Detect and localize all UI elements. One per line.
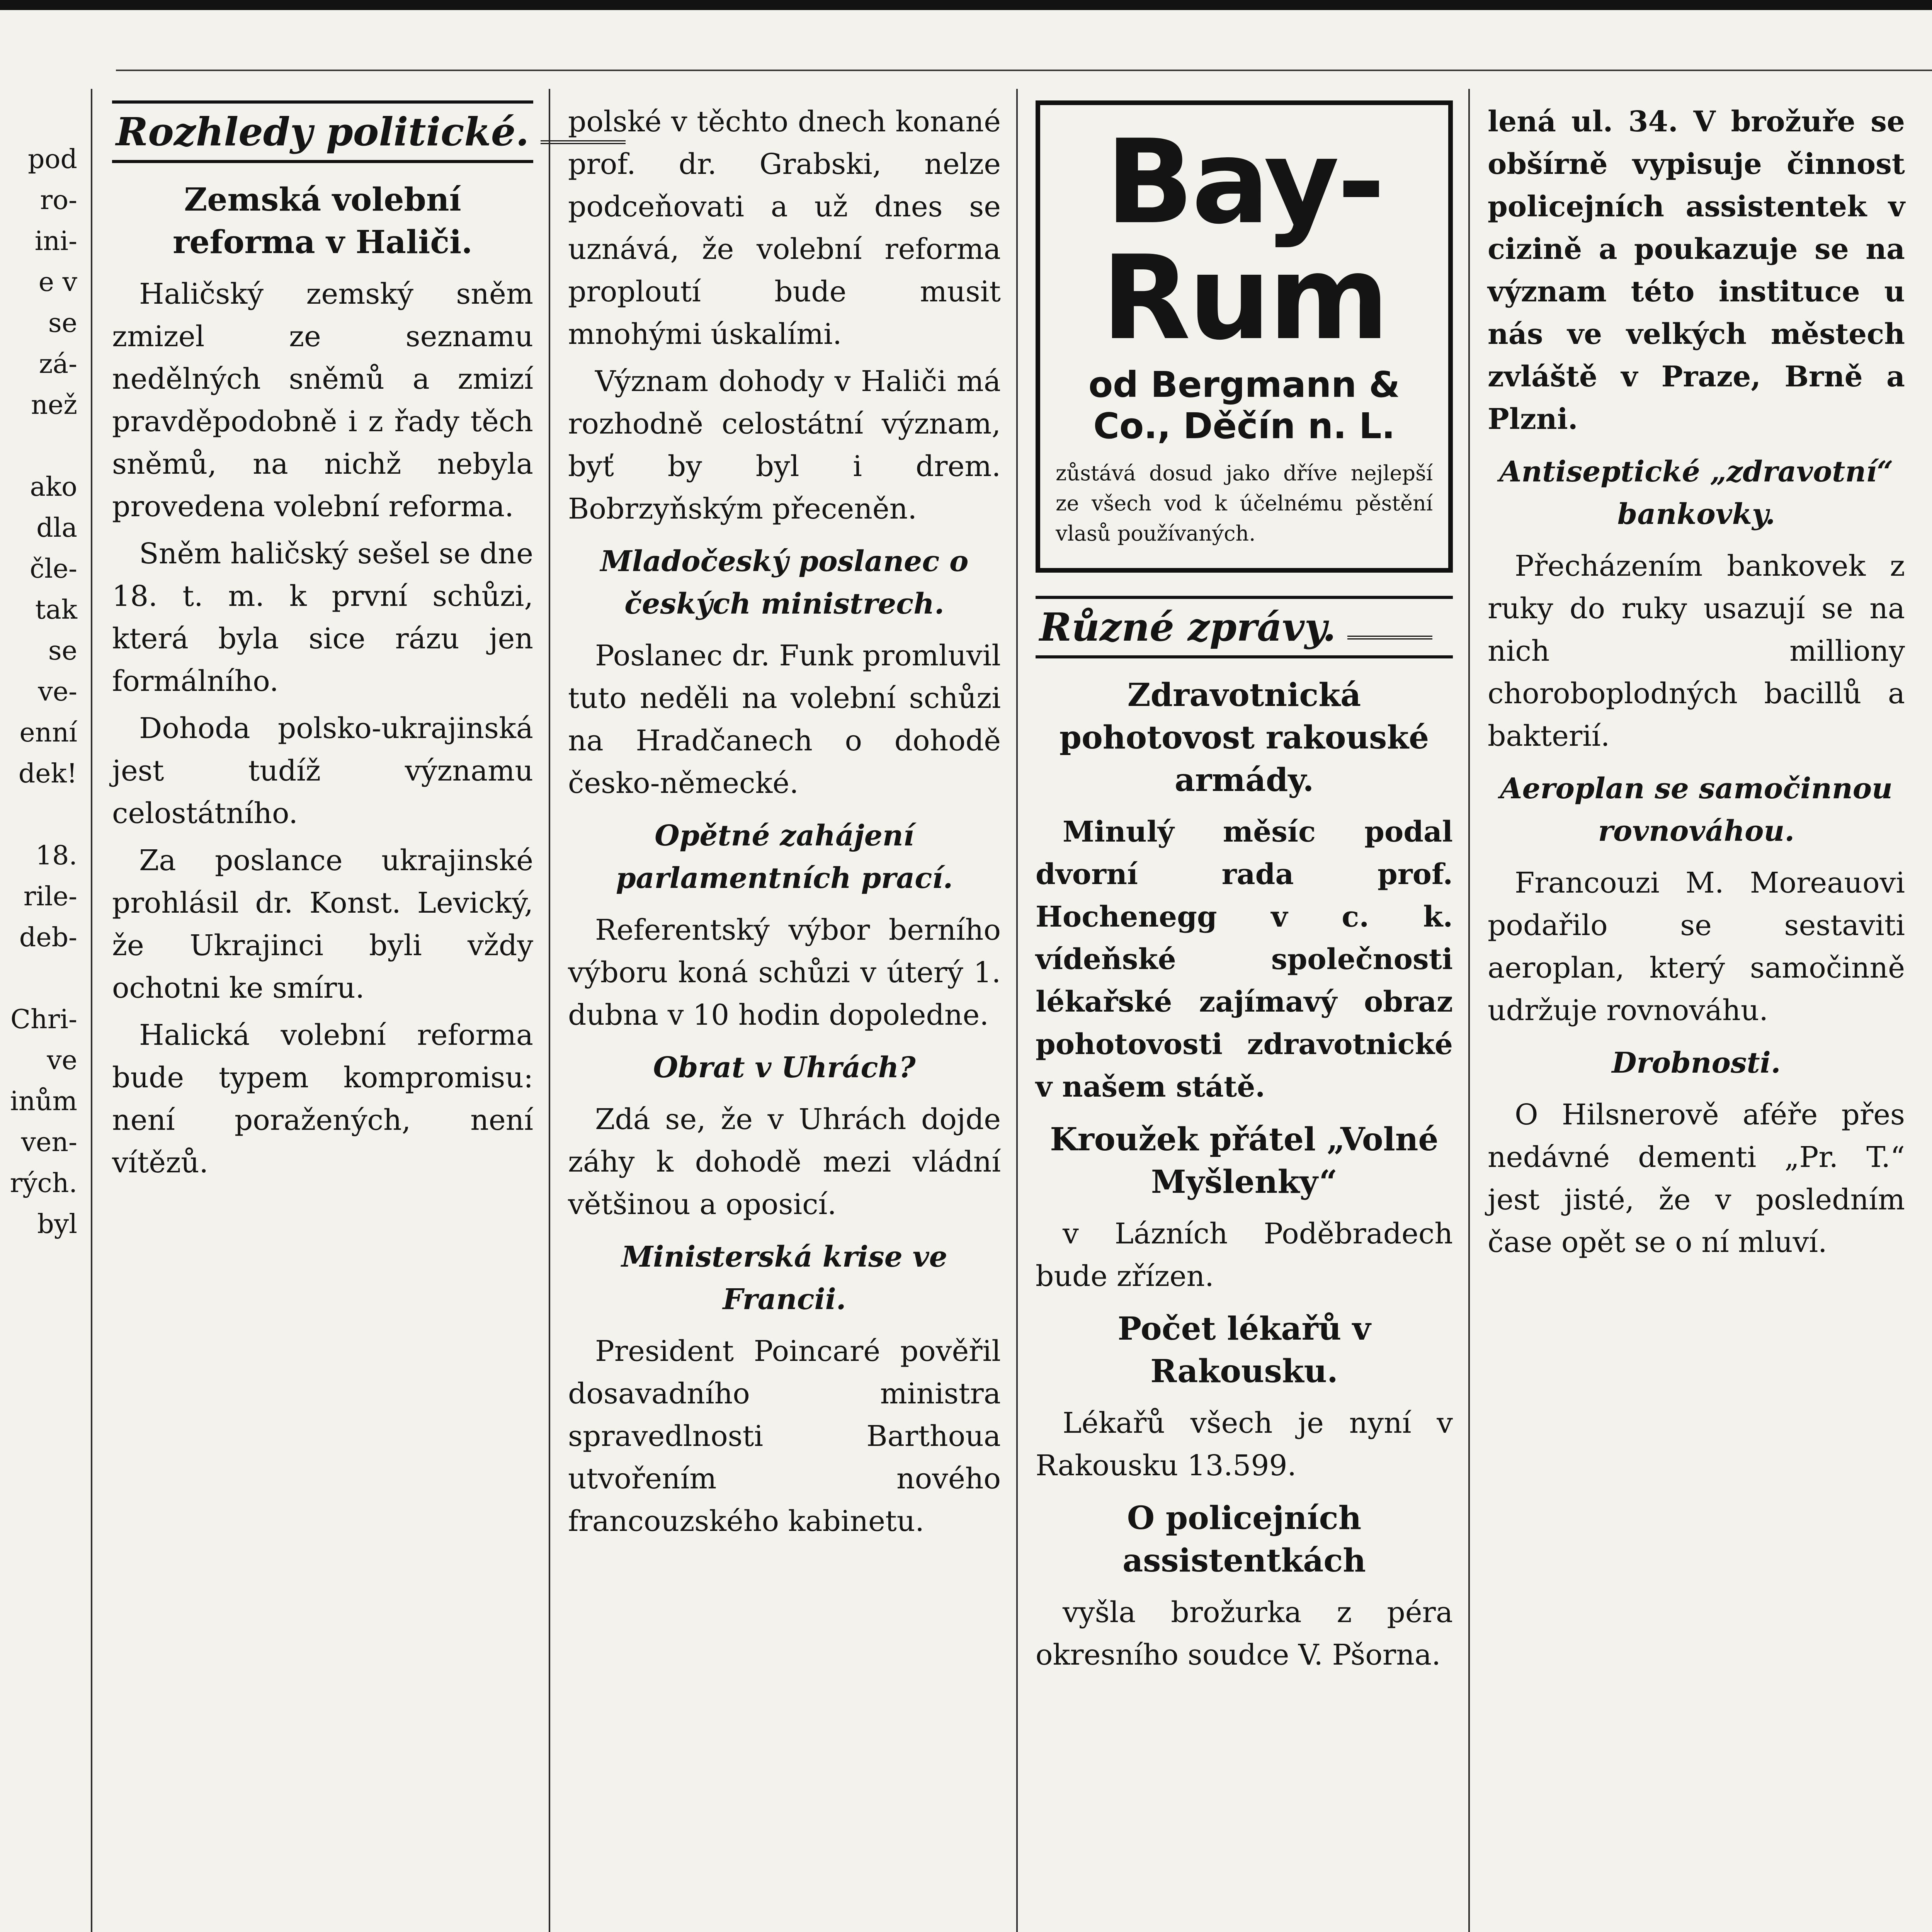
strip-line: dek!	[18, 759, 77, 789]
column-politics-continued	[568, 100, 1001, 1932]
news-item-text: Minulý měsíc podal dvorní rada prof. Hochenegg v c. k. vídeňské společnosti lékařské zajímavý obraz pohotovosti zdravotnické v našem státě.	[1036, 815, 1453, 1104]
article-paragraph: polské v těchto dnech konané prof. dr. Grabski, nelze podceňovati a už dnes se uznává, že volební reforma proploutí bude musit mnohými úskalími.	[568, 105, 1001, 351]
section-title-politics	[112, 100, 533, 163]
column-rule-2	[1016, 89, 1018, 1932]
strip-line: zá-	[39, 349, 77, 379]
news-item-title: O policejních assistentkách	[1122, 1500, 1366, 1579]
strip-line	[4, 794, 77, 835]
strip-line: ini-	[34, 226, 77, 257]
ad-maker: od Bergmann & Co., Děčín n. L.	[1088, 364, 1400, 447]
article-title: Zemská volební reforma v Haliči.	[173, 181, 473, 261]
news-item-title: Zdravotnická pohotovost rakouské armády.	[1059, 677, 1429, 799]
strip-line: rile-	[23, 881, 77, 912]
strip-line: se	[48, 636, 77, 666]
subarticle-title: Obrat v Uhrách?	[653, 1051, 916, 1084]
section-title-news	[1036, 596, 1453, 658]
subarticle-text: Zdá se, že v Uhrách dojde záhy k dohodě mezi vládní většinou a oposicí.	[568, 1103, 1001, 1221]
article-paragraph: Za poslance ukrajinské prohlásil dr. Konst. Levický, že Ukrajinci byli vždy ochotni ke smíru.	[112, 844, 533, 1005]
news-item-title: Antiseptické „zdravotní“ bankovky.	[1499, 455, 1893, 531]
news-item-text: Francouzi M. Moreauovi podařilo se sestaviti aeroplan, který samočinně udržuje rovnováhu.	[1488, 866, 1905, 1027]
ad-text: zůstává dosud jako dříve nejlepší ze všech vod k účelnému pěstění vlasů používaných.	[1056, 461, 1433, 546]
strip-line: 18.	[35, 840, 77, 871]
article-paragraph: Haličský zemský sněm zmizel ze seznamu nedělných sněmů a zmizí pravděpodobně i z řady těch sněmů, na nichž nebyla provedena volební reforma.	[112, 277, 533, 523]
strip-line: e v	[38, 267, 77, 298]
strip-line: inům	[10, 1086, 77, 1117]
news-item-text: Přecházením bankovek z ruky do ruky usazují se na nich milliony choroboplodných bacillů a bakterií.	[1488, 549, 1905, 753]
section-title-text: Různé zprávy.	[1039, 604, 1336, 650]
news-item-text: vyšla brožurka z péra okresního soudce V. Pšorna.	[1036, 1596, 1453, 1672]
news-item-text: O Hilsnerově aféře přes nedávné dementi „Pr. T.“ jest jisté, že v posledním čase opět se o ní mluví.	[1488, 1098, 1905, 1259]
strip-line: se	[48, 308, 77, 338]
column-rule-3	[1468, 89, 1470, 1932]
article-paragraph: Halická volební reforma bude typem kompromisu: není poražených, není vítězů.	[112, 1019, 533, 1179]
column-rule-1	[549, 89, 550, 1932]
subarticle-title: Mladočeský poslanec o českých ministrech.	[600, 545, 969, 621]
strip-line: Chri-	[10, 1004, 77, 1035]
news-item-title: Kroužek přátel „Volné Myšlenky“	[1050, 1121, 1439, 1201]
news-item-title: Počet lékařů v Rakousku.	[1117, 1310, 1371, 1390]
strip-line: než	[31, 390, 77, 420]
left-strip-top	[4, 139, 77, 1240]
page-top-rule	[116, 70, 1932, 71]
strip-line	[4, 958, 77, 999]
column-rule-0	[91, 89, 92, 1932]
news-item-title: Aeroplan se samočinnou rovnováhou.	[1500, 772, 1893, 848]
news-item-title: Drobnosti.	[1612, 1046, 1781, 1080]
strip-line: ve-	[38, 677, 77, 707]
subarticle-text: Poslanec dr. Funk promluvil tuto neděli na volební schůzi na Hradčanech o dohodě česko-německé.	[568, 639, 1001, 800]
strip-line: deb-	[19, 922, 77, 953]
article-paragraph: Dohoda polsko-ukrajinská jest tudíž významu celostátního.	[112, 712, 533, 830]
subarticle-title: Opětné zahájení parlamentních prací.	[616, 819, 953, 895]
article-paragraph: lená ul. 34. V brožuře se obšírně vypisuje činnost policejních assistentek v cizině a poukazuje se na význam této instituce u nás ve velkých městech zvláště v Praze, Brně a Plzni.	[1488, 105, 1905, 436]
column-politics	[112, 100, 533, 1932]
strip-line: dla	[36, 513, 77, 543]
strip-line: ro-	[40, 185, 77, 216]
news-item-text: v Lázních Poděbradech bude zřízen.	[1036, 1217, 1453, 1293]
article-paragraph: Význam dohody v Haliči má rozhodně celostátní význam, byť by byl i drem. Bobrzyňským přeceněn.	[568, 365, 1001, 526]
flourish-ornament	[1347, 622, 1432, 639]
strip-line: ve	[47, 1045, 77, 1076]
advertisement-bay-rum	[1036, 100, 1453, 573]
strip-line: enní	[19, 718, 77, 748]
strip-line	[4, 426, 77, 467]
column-news-continued	[1488, 100, 1905, 1932]
article-paragraph: Sněm haličský sešel se dne 18. t. m. k první schůzi, která byla sice rázu jen formálního.	[112, 537, 533, 698]
section-title-text: Rozhledy politické.	[116, 109, 529, 155]
news-item-text: Lékařů všech je nyní v Rakousku 13.599.	[1036, 1406, 1453, 1482]
ad-title: Bay-Rum	[1101, 115, 1387, 366]
strip-line: pod	[28, 144, 77, 175]
subarticle-title: Ministerská krise ve Francii.	[621, 1240, 947, 1316]
strip-line: rých.	[10, 1168, 77, 1199]
strip-line: čle-	[29, 554, 77, 584]
scan-edge-top	[0, 0, 1932, 10]
strip-line: ako	[30, 472, 77, 502]
subarticle-text: President Poincaré pověřil dosavadního ministra spravedlnosti Barthoua utvořením nového francouzského kabinetu.	[568, 1335, 1001, 1538]
subarticle-text: Referentský výbor berního výboru koná schůzi v úterý 1. dubna v 10 hodin dopoledne.	[568, 913, 1001, 1032]
strip-line: ven-	[21, 1127, 77, 1158]
strip-line: tak	[35, 595, 77, 625]
column-news	[1036, 100, 1453, 1932]
strip-line: byl	[37, 1209, 77, 1240]
